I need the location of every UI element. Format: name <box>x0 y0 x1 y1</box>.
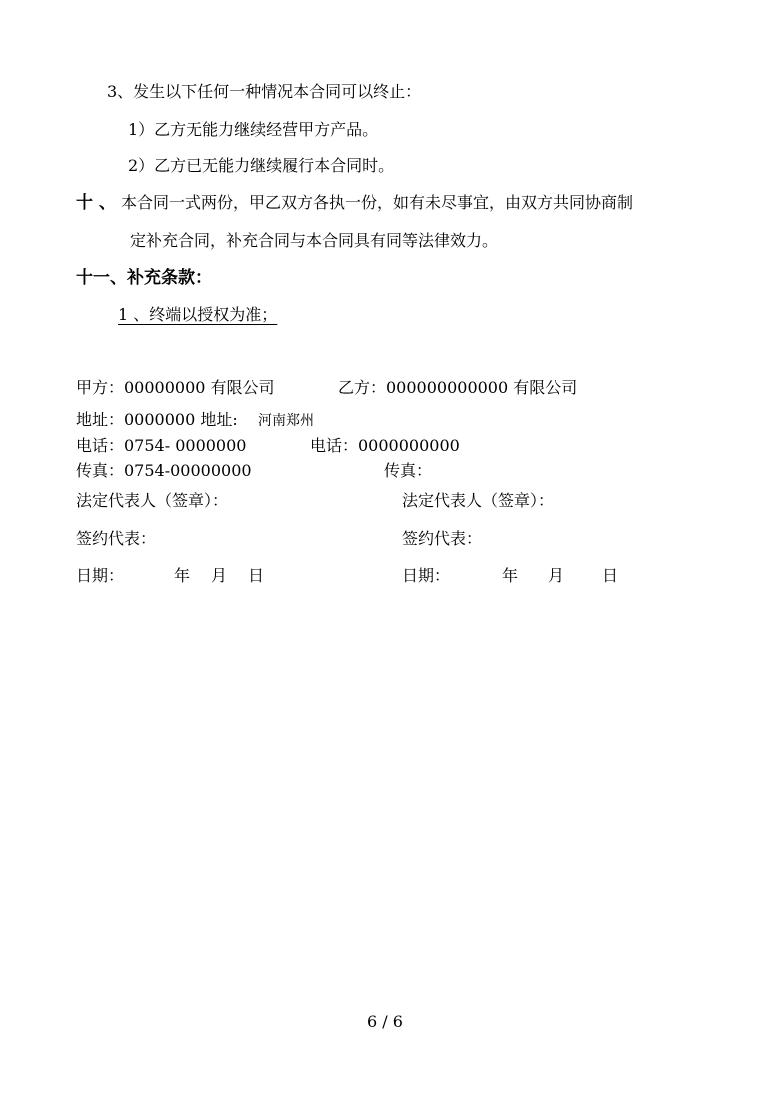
clause-3-intro: 3、发生以下任何一种情况本合同可以终止： <box>107 82 422 101</box>
party-a-date-label: 日期： <box>76 566 125 585</box>
party-b-date-day: 日 <box>602 566 619 585</box>
clause-11-item-1: 1 、终端以授权为准； <box>118 305 278 324</box>
party-a-address: 地址：0000000 地址: <box>76 410 238 429</box>
party-b-phone: 电话：0000000000 <box>310 436 460 455</box>
clause-3-item-2: 2）乙方已无能力继续履行本合同时。 <box>128 156 395 175</box>
clause-10-line-1: 本合同一式两份，甲乙双方各执一份，如有未尽事宜，由双方共同协商制 <box>121 193 634 212</box>
page-number: 6 / 6 <box>367 1012 403 1031</box>
clause-11-heading: 十一、补充条款： <box>76 268 212 288</box>
party-b-signatory: 签约代表： <box>402 529 483 548</box>
party-b-address: 河南郑州 <box>258 413 314 429</box>
party-b-name: 乙方：000000000000 有限公司 <box>338 378 578 397</box>
party-b-date-label: 日期： <box>402 566 451 585</box>
party-a-legal-rep: 法定代表人（签章）： <box>76 491 229 510</box>
party-a-date-month: 月 <box>211 566 228 585</box>
party-a-fax: 传真：0754-00000000 <box>76 461 252 480</box>
party-a-signatory: 签约代表： <box>76 529 157 548</box>
party-a-phone: 电话：0754- 0000000 <box>76 436 247 455</box>
clause-3-item-1: 1）乙方无能力继续经营甲方产品。 <box>128 120 379 139</box>
clause-10-number: 十 、 <box>76 193 116 213</box>
party-b-date-year: 年 <box>502 566 519 585</box>
clause-10-line-2: 定补充合同，补充合同与本合同具有同等法律效力。 <box>130 231 499 250</box>
party-a-date-year: 年 <box>174 566 191 585</box>
party-b-fax: 传真： <box>384 461 433 480</box>
party-a-date-day: 日 <box>248 566 265 585</box>
party-a-name: 甲方：00000000 有限公司 <box>76 378 275 397</box>
party-b-date-month: 月 <box>548 566 565 585</box>
party-b-legal-rep: 法定代表人（签章）： <box>402 491 555 510</box>
